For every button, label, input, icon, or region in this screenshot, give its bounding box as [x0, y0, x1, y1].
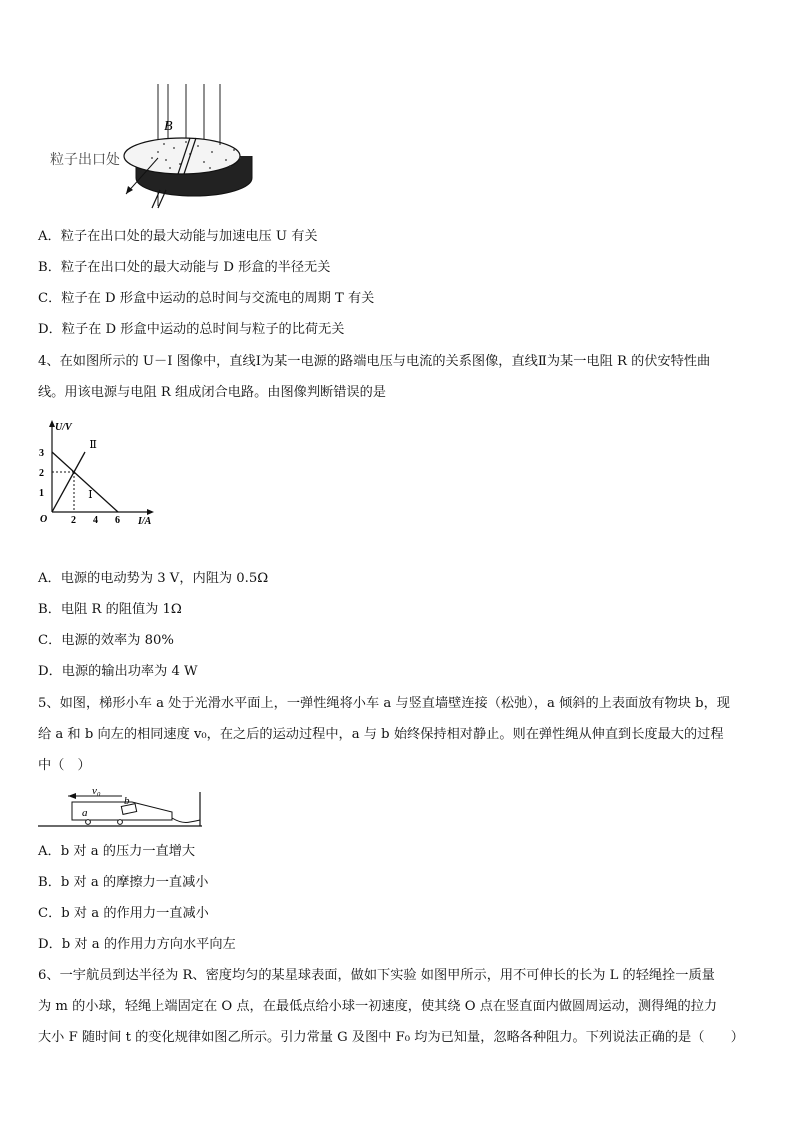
q5-stem-line3: 中（ ） — [38, 758, 91, 773]
q6-stem-line2: 为 m 的小球，轻绳上端固定在 O 点，在最低点给小球一初速度，使其绕 O 点在竖直面内做圆周运动，测得绳的拉力 — [38, 999, 718, 1014]
q6-stem-line1: 6、一宇航员到达半径为 R、密度均匀的某星球表面，做如下实验 如图甲所示，用不可伸长的长为 L 的轻绳拴一质量 — [38, 968, 715, 983]
x-axis-label: I/A — [138, 516, 152, 527]
q4-stem-line1: 4、在如图所示的 U－I 图像中，直线Ⅰ为某一电源的路端电压与电流的关系图像，直线Ⅱ为某一电阻 R 的伏安特性曲 — [38, 354, 711, 369]
field-b-label: B — [164, 119, 173, 134]
q5-stem-line1: 5、如图，梯形小车 a 处于光滑水平面上，一弹性绳将小车 a 与竖直墙壁连接（松弛），a 倾斜的上表面放有物块 b，现 — [38, 696, 730, 711]
q4-option-b: B．电阻 R 的阻值为 1Ω — [38, 602, 182, 617]
q5-option-c: C．b 对 a 的作用力一直减小 — [38, 906, 209, 921]
y-axis-label: U/V — [55, 422, 72, 433]
y-tick-label: 3 — [39, 448, 44, 459]
q4-option-d: D．电源的输出功率为 4 W — [38, 664, 198, 679]
cart-a-label: a — [82, 807, 88, 819]
cyclotron-figure — [40, 78, 260, 210]
q6-stem-line3: 大小 F 随时间 t 的变化规律如图乙所示。引力常量 G 及图中 F₀ 均为已知量，忽略各种阻力。下列说法正确的是（ ） — [38, 1030, 744, 1045]
series-line-1 — [52, 452, 118, 512]
q5-option-d: D．b 对 a 的作用力方向水平向左 — [38, 937, 236, 952]
q4-option-c: C．电源的效率为 80% — [38, 633, 174, 648]
q5-stem-line2: 给 a 和 b 向左的相同速度 v₀，在之后的运动过程中，a 与 b 始终保持相对静止。则在弹性绳从伸直到长度最大的过程 — [38, 727, 724, 742]
line-1-label: Ⅰ — [88, 489, 93, 501]
series-line-2 — [52, 452, 85, 512]
q3-option-d: D．粒子在 D 形盒中运动的总时间与粒子的比荷无关 — [38, 322, 345, 337]
y-tick-label: 2 — [39, 468, 44, 479]
q5-option-a: A．b 对 a 的压力一直增大 — [38, 844, 196, 859]
x-tick-label: 2 — [71, 515, 76, 526]
q4-stem-line2: 线。用该电源与电阻 R 组成闭合电路。由图像判断错误的是 — [38, 385, 386, 400]
block-b-label: b — [124, 795, 130, 807]
particle-exit-label: 粒子出口处 — [50, 153, 120, 168]
x-tick-label: 4 — [93, 515, 98, 526]
velocity-label: v₀ — [92, 788, 101, 797]
ui-graph — [34, 416, 164, 528]
q3-option-b: B．粒子在出口处的最大动能与 D 形盒的半径无关 — [38, 260, 331, 275]
x-tick-label: 6 — [115, 515, 120, 526]
q3-option-a: A．粒子在出口处的最大动能与加速电压 U 有关 — [38, 229, 318, 244]
cart-figure — [36, 788, 206, 832]
q3-option-c: C．粒子在 D 形盒中运动的总时间与交流电的周期 T 有关 — [38, 291, 375, 306]
origin-label: O — [40, 514, 48, 525]
line-2-label: Ⅱ — [89, 439, 97, 451]
q4-option-a: A．电源的电动势为 3 V，内阻为 0.5Ω — [38, 571, 269, 586]
q5-option-b: B．b 对 a 的摩擦力一直减小 — [38, 875, 209, 890]
y-tick-label: 1 — [39, 488, 44, 499]
